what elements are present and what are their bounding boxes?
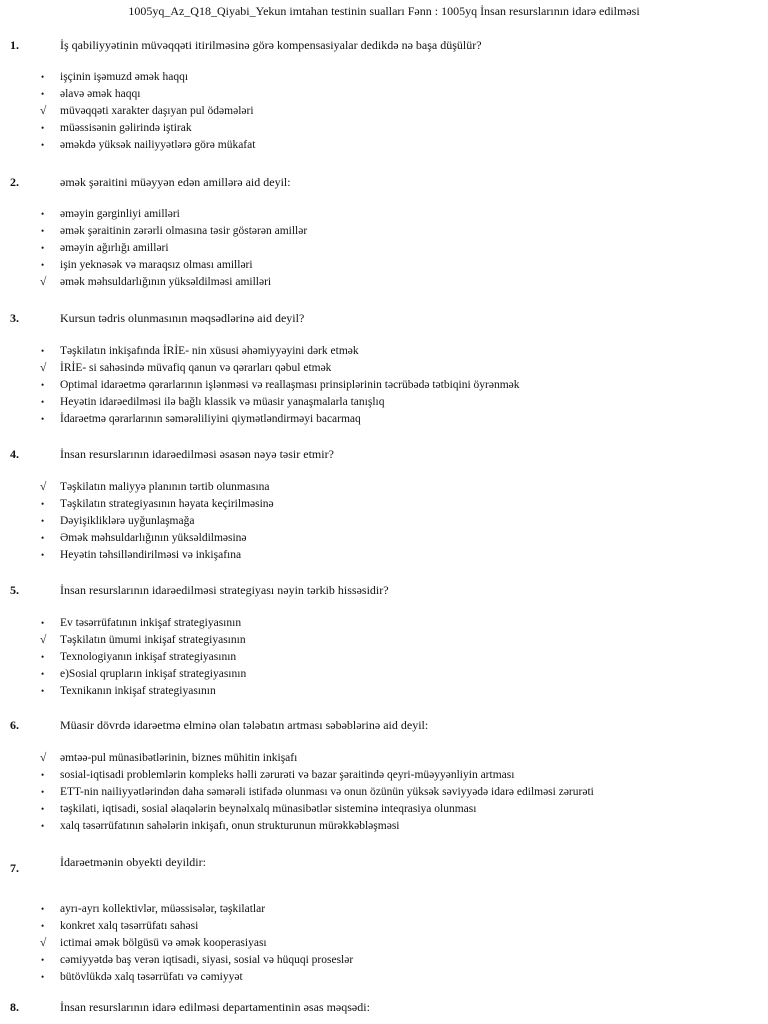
answer-option: Təşkilatın inkişafında İRİE- nin xüsusi əhəmiyyəyini dərk etmək [60,345,359,357]
question-text: İdarəetmənin obyekti deyildir: [60,855,206,869]
bullet-icon: • [41,140,45,150]
bullet-icon: • [41,904,45,914]
answer-option: Əmək məhsuldarlığının yüksəldilməsinə [60,532,247,544]
answer-option: Texnikanın inkişaf strategiyasının [60,685,216,697]
answer-option: Təşkilatın strategiyasının həyata keçirilməsinə [60,498,274,510]
answer-option: əmək şəraitinin zərərli olmasına təsir göstərən amillər [60,225,308,237]
answer-option: Dəyişikliklərə uyğunlaşmağa [60,515,195,527]
answer-option: Texnologiyanın inkişaf strategiyasının [60,651,237,663]
correct-answer-checkmark: √ [40,276,47,288]
question-number: 4. [10,447,19,461]
correct-answer-checkmark: √ [40,105,47,117]
question-text: Kursun tədris olunmasının məqsədlərinə aid deyil? [60,311,305,325]
bullet-icon: • [41,209,45,219]
question-text: İnsan resurslarının idarə edilməsi departamentinin əsas məqsədi: [60,1000,370,1014]
answer-option: müvəqqəti xarakter daşıyan pul ödəmələri [60,105,254,117]
question-number: 8. [10,1000,19,1014]
bullet-icon: • [41,414,45,424]
answer-option: ayrı-ayrı kollektivlər, müəssisələr, təşkilatlar [60,903,266,915]
question-text: Müasir dövrdə idarəetmə elminə olan tələbatın artması səbəblərinə aid deyil: [60,718,429,732]
correct-answer-checkmark: √ [40,481,47,493]
bullet-icon: • [41,123,45,133]
answer-option: ictimai əmək bölgüsü və əmək kooperasiyası [60,937,267,949]
answer-option: işçinin işəmuzd əmək haqqı [60,71,189,83]
bullet-icon: • [41,243,45,253]
bullet-icon: • [41,669,45,679]
bullet-icon: • [41,550,45,560]
answer-option: əmtəə-pul münasibətlərinin, biznes mühitin inkişafı [60,752,298,764]
correct-answer-checkmark: √ [40,634,47,646]
answer-option: əməyin ağırlığı amilləri [60,242,169,254]
bullet-icon: • [41,380,45,390]
answer-option: Təşkilatın ümumi inkişaf strategiyasının [60,634,246,646]
bullet-icon: • [41,516,45,526]
question-number: 1. [10,38,19,52]
bullet-icon: • [41,397,45,407]
answer-option: müəssisənin gəlirində iştirak [60,122,192,134]
answer-option: Heyətin idarəedilməsi ilə bağlı klassik və müasir yanaşmalarla tanışlıq [60,396,385,408]
answer-option: Heyətin təhsilləndirilməsi və inkişafına [60,549,242,561]
bullet-icon: • [41,921,45,931]
question-number: 7. [10,861,19,875]
correct-answer-checkmark: √ [40,752,47,764]
bullet-icon: • [41,770,45,780]
bullet-icon: • [41,955,45,965]
answer-option: Optimal idarəetmə qərarlarının işlənməsi və reallaşması prinsiplərinin təcrübədə tətbiqini öyrənmək [60,379,520,391]
answer-option: xalq təsərrüfatının sahələrin inkişafı, onun strukturunun mürəkkəbləşməsi [60,820,400,832]
correct-answer-checkmark: √ [40,362,47,374]
bullet-icon: • [41,821,45,831]
answer-option: bütövlükdə xalq təsərrüfatı və cəmiyyət [60,971,243,983]
question-number: 5. [10,583,19,597]
bullet-icon: • [41,972,45,982]
bullet-icon: • [41,533,45,543]
bullet-icon: • [41,346,45,356]
question-text: İnsan resurslarının idarəedilməsi əsasən nəyə təsir etmir? [60,447,334,461]
answer-option: cəmiyyətdə baş verən iqtisadi, siyasi, sosial və hüquqi proseslər [60,954,354,966]
answer-option: ETT-nin nailiyyətlərindən daha səmərəli istifadə olunması və onun özünün yüksək səviyyədə idarə edilməsi zərurəti [60,786,594,798]
answer-option: konkret xalq təsərrüfatı sahəsi [60,920,199,932]
answer-option: e)Sosial qrupların inkişaf strategiyasının [60,668,247,680]
answer-option: əlavə əmək haqqı [60,88,141,100]
question-number: 3. [10,311,19,325]
question-number: 2. [10,175,19,189]
bullet-icon: • [41,804,45,814]
question-text: İş qabiliyyətinin müvəqqəti itirilməsinə görə kompensasiyalar dedikdə nə başa düşülür? [60,38,482,52]
answer-option: Ev təsərrüfatının inkişaf strategiyasının [60,617,242,629]
answer-option: əməkdə yüksək nailiyyətlərə görə mükafat [60,139,256,151]
page-header: 1005yq_Az_Q18_Qiyabi_Yekun imtahan testinin sualları Fənn : 1005yq İnsan resurslarının idarə edilməsi [128,4,640,18]
answer-option: əməyin gərginliyi amilləri [60,208,180,220]
bullet-icon: • [41,652,45,662]
answer-option: təşkilati, iqtisadi, sosial əlaqələrin beynəlxalq münasibətlər sisteminə inteqrasiya olunması [60,803,477,815]
answer-option: İRİE- si sahəsində müvafiq qanun və qərarları qəbul etmək [60,362,332,374]
question-text: İnsan resurslarının idarəedilməsi strategiyası nəyin tərkib hissəsidir? [60,583,389,597]
answer-option: sosial-iqtisadi problemlərin kompleks həlli zərurəti və bazar şəraitində qeyri-müəyyənliyin artması [60,769,515,781]
bullet-icon: • [41,499,45,509]
bullet-icon: • [41,226,45,236]
bullet-icon: • [41,260,45,270]
bullet-icon: • [41,686,45,696]
correct-answer-checkmark: √ [40,937,47,949]
answer-option: işin yeknəsək və maraqsız olması amilləri [60,259,253,271]
question-number: 6. [10,718,19,732]
answer-option: Təşkilatın maliyyə planının tərtib olunmasına [60,481,270,493]
bullet-icon: • [41,72,45,82]
question-text: əmək şəraitini müəyyən edən amillərə aid deyil: [60,175,291,189]
bullet-icon: • [41,618,45,628]
answer-option: İdarəetmə qərarlarının səmərəliliyini qiymətləndirməyi bacarmaq [60,413,361,425]
bullet-icon: • [41,89,45,99]
bullet-icon: • [41,787,45,797]
answer-option: əmək məhsuldarlığının yüksəldilməsi amilləri [60,276,272,288]
